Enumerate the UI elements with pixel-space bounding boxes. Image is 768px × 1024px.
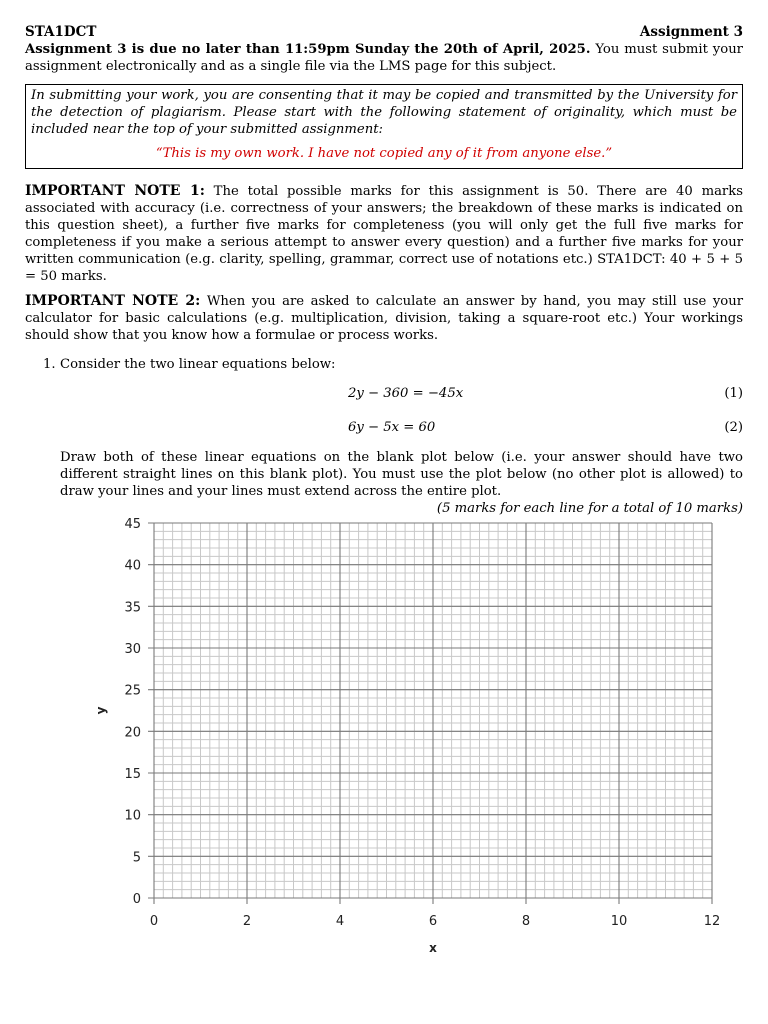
x-tick-label: 6 bbox=[428, 914, 438, 929]
note-1-text: The total possible marks for this assignment is 50. There are 40 marks associated with accuracy (i.e. correctness of your answers; the breakdown of these marks is indicated on this question sheet), a further five marks for completeness (you will only get the full five marks for completeness if you make a serious attempt to answer every question) and a further five marks for your written communication (e.g. clarity, spelling, grammar, correct use of notations etc.) STA1DCT: 40 + 5 + 5 = 50 marks. bbox=[25, 184, 743, 284]
originality-statement: “This is my own work. I have not copied any of it from anyone else.” bbox=[155, 146, 613, 161]
due-date-bold: Assignment 3 is due no later than 11:59pm Sunday the 20th of April, 2025. bbox=[25, 42, 591, 57]
x-tick-label: 4 bbox=[335, 914, 345, 929]
instructions-text: Draw both of these linear equations on the blank plot below (i.e. your answer should have two different straight lines on this blank plot). You must use the plot below (no other plot is allowed) to draw your lines and your lines must extend across the entire plot. bbox=[60, 450, 743, 499]
y-tick-label: 10 bbox=[124, 808, 141, 824]
x-tick-label: 12 bbox=[703, 914, 721, 929]
note-2-lead: IMPORTANT NOTE 2: bbox=[25, 293, 201, 309]
marks-allocation: (5 marks for each line for a total of 10 marks) bbox=[436, 501, 743, 516]
x-axis-label: x bbox=[429, 941, 437, 955]
y-tick-label: 35 bbox=[124, 600, 141, 616]
y-tick-label: 25 bbox=[124, 683, 141, 699]
note-1-lead: IMPORTANT NOTE 1: bbox=[25, 183, 205, 199]
equation-1-formula: 2y − 360 = −45x bbox=[348, 386, 464, 401]
y-tick-label: 30 bbox=[124, 642, 141, 657]
y-tick-label: 40 bbox=[124, 558, 141, 574]
question-number: 1. bbox=[43, 357, 56, 372]
y-axis-label: y bbox=[94, 706, 108, 715]
plagiarism-notice-text: In submitting your work, you are consenting that it may be copied and transmitted by the University for the detection of plagiarism. Please start with the following statement of originality, which must be included near the top of your submitted assignment: bbox=[31, 88, 737, 137]
y-tick-label: 5 bbox=[132, 850, 141, 866]
y-tick-label: 0 bbox=[132, 892, 141, 907]
y-tick-label: 20 bbox=[124, 725, 141, 741]
equation-2-formula: 6y − 5x = 60 bbox=[348, 420, 436, 435]
x-tick-label: 10 bbox=[610, 914, 628, 929]
y-tick-label: 45 bbox=[124, 517, 141, 532]
course-code: STA1DCT bbox=[25, 24, 97, 40]
assignment-label: Assignment 3 bbox=[639, 24, 743, 40]
note-2-text: When you are asked to calculate an answer by hand, you may still use your calculator for basic calculations (e.g. multiplication, division, taking a square-root etc.) Your workings should show that you know how a formulae or process works. bbox=[25, 294, 744, 343]
question-intro: Consider the two linear equations below: bbox=[60, 357, 336, 372]
y-tick-label: 15 bbox=[124, 767, 141, 782]
x-tick-label: 2 bbox=[242, 914, 252, 929]
due-date-rest: You must submit your assignment electronically and as a single file via the LMS page for this subject. bbox=[25, 42, 743, 74]
x-tick-label: 0 bbox=[149, 914, 159, 929]
equation-2-number: (2) bbox=[724, 420, 743, 435]
equation-1-number: (1) bbox=[724, 386, 743, 401]
x-tick-label: 8 bbox=[521, 914, 531, 929]
